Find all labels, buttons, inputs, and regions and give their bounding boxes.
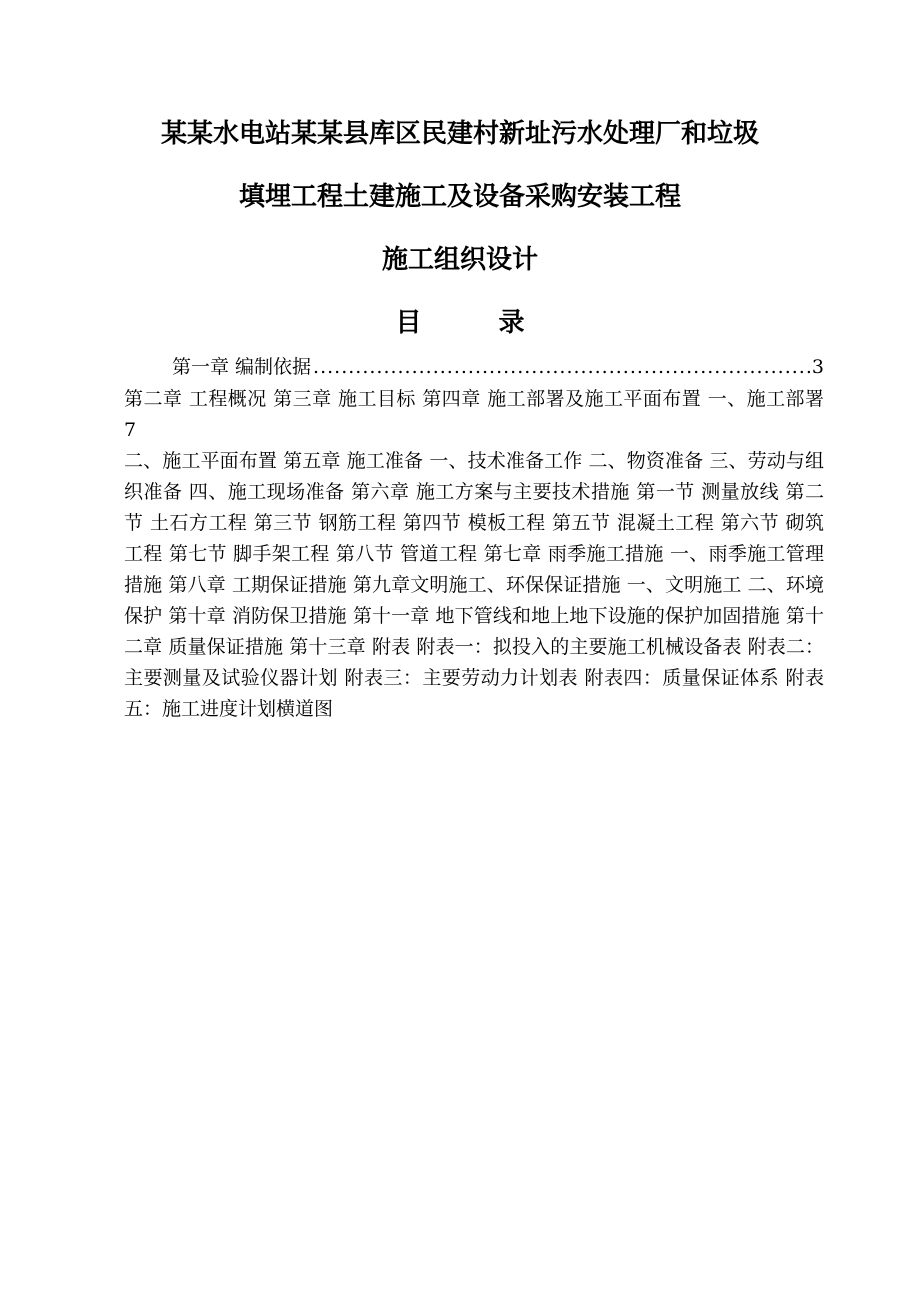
- toc-entry-label: 第一章 编制依据: [172, 356, 312, 378]
- document-title-line-1: 某某水电站某某县库区民建村新址污水处理厂和垃圾: [160, 119, 759, 149]
- toc-entry-page: 3: [811, 356, 824, 378]
- toc-heading: 目 录: [395, 308, 559, 338]
- toc-body-part-2: 二、施工平面布置 第五章 施工准备 一、技术准备工作 二、物资准备 三、劳动与组织准备 四、施工现场准备 第六章 施工方案与主要技术措施 第一节 测量放线 第二节 土石方工程 第三节 钢筋工程 第四节 模板工程 第五节 混凝土工程 第六节 砌筑工程 第七节 脚手架工程 第八节 管道工程 第七章 雨季施工措施 一、雨季施工管理措施 第八章 工期保证措施 第九章文明施工、环保保证措施 一、文明施工 二、环境保护 第十章 消防保卫措施 第十一章 地下管线和地上地下设施的保护加固措施 第十二章 质量保证措施 第十三章 附表 附表一：拟投入的主要施工机械设备表 附表二：主要测量及试验仪器计划 附表三：主要劳动力计划表 附表四：质量保证体系 附表五：施工进度计划横道图: [124, 450, 824, 720]
- toc-body-part-1: 第二章 工程概况 第三章 施工目标 第四章 施工部署及施工平面布置 一、施工部署 7: [124, 388, 824, 441]
- document-title-line-3: 施工组织设计: [381, 245, 538, 275]
- toc-body: [124, 384, 824, 725]
- toc-entry-chapter-1: [172, 352, 824, 382]
- document-title-line-2: 填埋工程土建施工及设备采购安装工程: [238, 182, 681, 212]
- toc-leader-dots: [313, 352, 810, 382]
